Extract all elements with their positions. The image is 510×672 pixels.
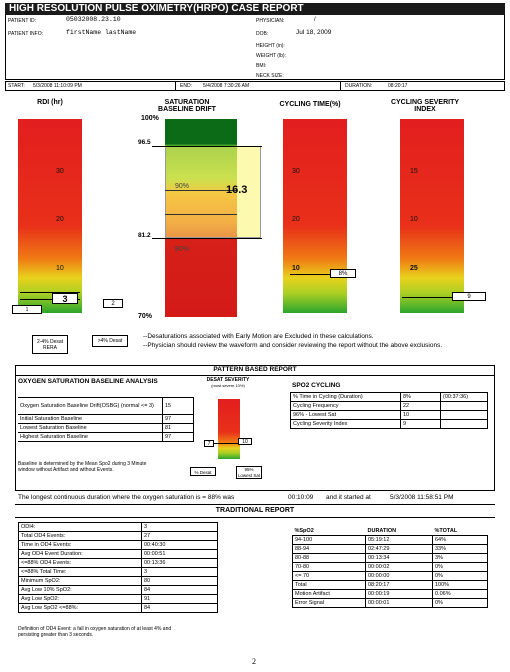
legend-desat-rera: 2-4% Desat RERA [32,335,68,354]
osb-title: OXYGEN SATURATION BASELINE ANALYSIS [18,378,158,385]
right-row-cell: 64% [433,536,488,545]
osb-row-value: 15 [163,398,194,415]
table-row [293,563,488,572]
page-number: 2 [252,657,256,666]
table-row [18,424,194,433]
table-row [18,415,194,424]
table-header-row [293,527,488,536]
left-row-label: Avg Low SpO2: [19,595,142,604]
legend-note-1: --Desaturations associated with Early Motion are Excluded in these calculations. [143,333,374,340]
table-row [293,536,488,545]
left-row-value: 91 [142,595,218,604]
left-row-label: Total OD4 Events: [19,532,142,541]
od4-definition: Definition of OD4 Event: a fall in oxygen saturation of at least 4% and persisting greater than 3 seconds. [18,626,172,638]
longest-at: 5/3/2008 11:58:51 PM [390,494,454,501]
left-row-label: ODI4: [19,523,142,532]
cyc-row-label: % Time in Cycling (Duration) [291,393,401,402]
longest-text-2: and it started at [326,494,371,501]
severity-tick-10: 10 [410,216,418,223]
right-row-cell: Total [293,581,366,590]
right-row-cell: <= 70 [293,572,366,581]
right-row-cell: 02:47:29 [366,545,433,554]
patient-id-value: 05032008.23.10 [66,16,121,23]
cyc-row-value: 10 [401,411,441,420]
cyc-row-extra: (00:37:36) [441,393,488,402]
left-row-value: 80 [142,577,218,586]
legend-note-2: --Physician should review the waveform and consider reviewing the report without the above exclusions. [143,342,443,349]
cyc-row-label: Cycling Severity Index [291,420,401,429]
right-row-cell: 00:13:34 [366,554,433,563]
right-row-cell: 88-94 [293,545,366,554]
report-title: HIGH RESOLUTION PULSE OXIMETRY(HRPO) CASE REPORT [5,3,505,15]
table-row [19,541,218,550]
right-row-cell: 05:19:12 [366,536,433,545]
right-header-cell: DURATION [367,527,397,534]
patient-info-label: PATIENT INFO: [8,31,44,37]
cyc-title: SPO2 CYCLING [292,382,341,389]
left-row-label: Minimum SpO2: [19,577,142,586]
bmi-label: BMI: [256,63,267,69]
rdi-tick-30: 30 [56,168,64,175]
mini-label-lowest: 95% Lowest Sat [237,467,261,478]
table-row [18,398,194,415]
right-row-cell: 94-100 [293,536,366,545]
left-row-value: 3 [142,523,218,532]
end-label: END: [180,83,192,89]
traditional-title: TRADITIONAL REPORT [215,507,295,514]
mini-subtitle: (most severe 10%) [211,383,245,388]
dob-value: Jul 18, 2009 [296,29,332,36]
cyc-row-label: Cycling Frequency [291,402,401,411]
right-header-cell: %SpO2 [294,527,314,534]
right-row-cell: 0% [433,599,488,608]
osb-row-value: 81 [163,424,194,433]
sat-tick-bottom: 81.2 [138,232,151,239]
rdi-tick-10: 10 [56,265,64,272]
sat-bottom-label: 70% [138,313,153,320]
left-row-label: Avg OD4 Event Duration: [19,550,142,559]
weight-label: WEIGHT (lb): [256,53,286,59]
cyc-row-extra [441,420,488,429]
right-row-cell: 33% [433,545,488,554]
table-row [291,402,488,411]
osb-row-label: Highest Saturation Baseline [18,433,163,442]
mini-title: DESAT SEVERITY [206,377,250,383]
cyc-row-extra [441,411,488,420]
table-row [293,581,488,590]
start-value: 5/3/2008 11:10:09 PM [33,83,82,89]
rdi-marker-1: 1 [12,305,42,314]
cyc-row-value: 22 [401,402,441,411]
longest-text-1: The longest continuous duration where the oxygen saturation is = 88% was [18,494,235,501]
end-value: 5/4/2008 7:30:26 AM [203,83,250,89]
osb-row-value: 97 [163,415,194,424]
left-row-label: <=88% OD4 Events: [19,559,142,568]
left-row-label: Avg Low 10% SpO2: [19,586,142,595]
table-row [291,393,488,402]
severity-tick-25: 25 [410,265,418,272]
cyc-row-value: 8% [401,393,441,402]
left-row-value: 84 [142,604,218,613]
cycling-tick-10: 10 [292,265,300,272]
right-row-cell: 00:00:02 [366,563,433,572]
right-row-cell: 3% [433,554,488,563]
osb-note: Baseline is determined by the Mean Spo2 during 3 Minute window without Artifact and without Events. [18,461,147,473]
mini-marker-2: 10 [238,438,252,445]
dob-label: DOB: [256,31,269,37]
patient-id-label: PATIENT ID: [8,18,37,24]
table-row [293,545,488,554]
legend-desat: >4% Desat [92,335,128,347]
osb-row-label: Initial Saturation Baseline [18,415,163,424]
osb-row-value: 97 [163,433,194,442]
sat-title: SATURATION BASELINE DRIFT [158,99,216,113]
duration-value: 08:20:17 [388,83,408,89]
severity-tick-15: 15 [410,168,418,175]
rdi-marker-small: 2 [103,299,123,308]
longest-duration: 00:10:09 [288,494,314,501]
table-row [19,595,218,604]
start-label: START: [8,83,25,89]
table-row [291,411,488,420]
table-row [19,604,218,613]
left-row-value: 27 [142,532,218,541]
left-row-label: <=88% Total Time: [19,568,142,577]
severity-title: CYCLING SEVERITY INDEX [390,99,460,113]
left-row-value: 84 [142,586,218,595]
table-row [291,420,488,429]
right-row-cell: 80-88 [293,554,366,563]
right-row-cell: 0% [433,572,488,581]
cyc-row-extra [441,402,488,411]
table-row [19,586,218,595]
table-row [19,532,218,541]
right-row-cell: Motion Artifact [293,590,366,599]
osb-row-label: Oxygen Saturation Baseline Drift(OSBG) (normal <= 3) [18,398,163,415]
table-row [293,554,488,563]
left-row-value: 00:00:51 [142,550,218,559]
table-row [19,523,218,532]
sat-top-label: 100% [141,115,159,122]
right-row-cell: Error Signal [293,599,366,608]
sat-tick-top: 96.5 [138,139,151,146]
osb-table [18,397,194,442]
right-header-cell: %TOTAL [434,527,458,534]
severity-marker: 9 [452,292,486,301]
cyc-row-value: 9 [401,420,441,429]
physician-label: PHYSICIAN: [256,18,285,24]
physician-value: / [314,17,316,23]
desat-severity-gauge [218,399,240,459]
neck-label: NECK SIZE: [256,73,284,79]
pattern-title: PATTERN BASED REPORT [213,366,297,373]
cycling-title: CYCLING TIME(%) [279,101,341,108]
left-row-value: 00:13:36 [142,559,218,568]
table-row [18,433,194,442]
left-row-label: Time in OD4 Events: [19,541,142,550]
patient-info-value: firstName lastName [66,29,137,36]
sat-90: 90% [175,183,190,190]
traditional-left-table [18,522,218,613]
right-row-cell: 100% [433,581,488,590]
mini-marker-1: 7 [204,440,214,447]
sat-drift-value: 16.3 [226,184,248,196]
cyc-table [290,392,488,429]
osb-row-label: Lowest Saturation Baseline [18,424,163,433]
traditional-right-table [292,527,488,608]
right-row-cell: 00:00:01 [366,599,433,608]
cycling-marker: 8% [330,269,356,278]
cycling-tick-30: 30 [292,168,300,175]
table-row [19,568,218,577]
height-label: HEIGHT (in): [256,43,285,49]
rdi-marker: 3 [52,293,78,304]
table-row [19,559,218,568]
right-row-cell: 00:00:19 [366,590,433,599]
right-row-cell: 70-80 [293,563,366,572]
mini-label-desat: % Desat [190,467,216,476]
left-row-label: Avg Low SpO2 <=88%: [19,604,142,613]
sat-80: 80% [175,246,190,253]
table-row [293,590,488,599]
table-row [293,599,488,608]
right-row-cell: 08:20:17 [366,581,433,590]
right-row-cell: 0.06% [433,590,488,599]
table-row [19,550,218,559]
cyc-row-label: 96% - Lowest Sat [291,411,401,420]
rdi-gauge [18,119,82,313]
right-row-cell: 00:00:00 [366,572,433,581]
right-row-cell: 0% [433,563,488,572]
table-row [293,572,488,581]
left-row-value: 00:40:30 [142,541,218,550]
table-row [19,577,218,586]
patient-info-box [5,15,505,80]
rdi-tick-20: 20 [56,216,64,223]
duration-label: DURATION: [345,83,373,89]
left-row-value: 3 [142,568,218,577]
rdi-title: RDI (hr) [37,99,63,106]
cycling-tick-20: 20 [292,216,300,223]
